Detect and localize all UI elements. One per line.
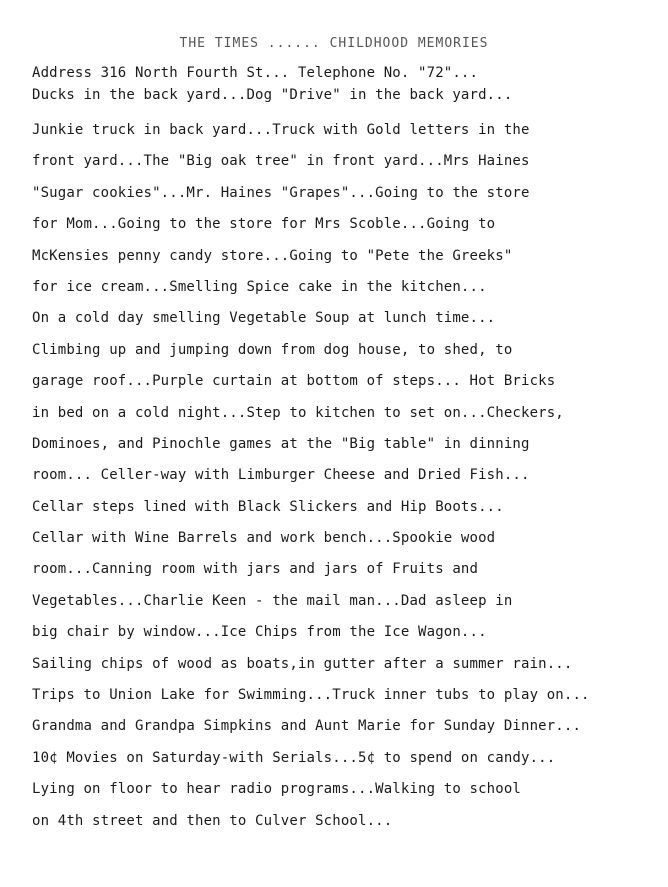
text-line: Grandma and Grandpa Simpkins and Aunt Marie for Sunday Dinner... bbox=[32, 718, 582, 735]
text-line: 10¢ Movies on Saturday-with Serials...5¢ to spend on candy... bbox=[32, 749, 556, 766]
text-line: Junkie truck in back yard...Truck with Gold letters in the bbox=[32, 122, 530, 138]
page-title: THE TIMES ...... CHILDHOOD MEMORIES bbox=[179, 36, 489, 51]
text-line: Address 316 North Fourth St... Telephone No. "72"... bbox=[32, 65, 479, 81]
text-line: Cellar steps lined with Black Slickers and Hip Boots... bbox=[32, 498, 504, 515]
text-line: garage roof...Purple curtain at bottom of steps... Hot Bricks bbox=[32, 373, 556, 390]
text-line: Lying on floor to hear radio programs...Walking to school bbox=[32, 781, 521, 798]
text-line: Trips to Union Lake for Swimming...Truck inner tubs to play on... bbox=[32, 687, 590, 704]
text-line: Vegetables...Charlie Keen - the mail man...Dad asleep in bbox=[32, 592, 513, 609]
text-line: Climbing up and jumping down from dog house, to shed, to bbox=[32, 341, 513, 358]
text-line: On a cold day smelling Vegetable Soup at lunch time... bbox=[32, 310, 496, 327]
text-line: McKensies penny candy store...Going to "Pete the Greeks" bbox=[32, 247, 513, 264]
text-line: on 4th street and then to Culver School... bbox=[32, 812, 393, 829]
text-line: Sailing chips of wood as boats,in gutter after a summer rain... bbox=[32, 655, 573, 672]
text-line: Cellar with Wine Barrels and work bench...Spookie wood bbox=[32, 530, 496, 547]
text-line: Ducks in the back yard...Dog "Drive" in the back yard... bbox=[32, 87, 513, 103]
text-line: for Mom...Going to the store for Mrs Scoble...Going to bbox=[32, 216, 496, 233]
text-line: room... Celler-way with Limburger Cheese and Dried Fish... bbox=[32, 467, 530, 484]
text-line: room...Canning room with jars and jars of Fruits and bbox=[32, 561, 479, 578]
text-line: in bed on a cold night...Step to kitchen to set on...Checkers, bbox=[32, 404, 564, 421]
text-line: for ice cream...Smelling Spice cake in the kitchen... bbox=[32, 278, 487, 295]
text-line: "Sugar cookies"...Mr. Haines "Grapes"...Going to the store bbox=[32, 184, 530, 201]
text-line: front yard...The "Big oak tree" in front yard...Mrs Haines bbox=[32, 153, 530, 170]
text-line: Dominoes, and Pinochle games at the "Big table" in dinning bbox=[32, 435, 530, 452]
memories-text bbox=[32, 62, 590, 837]
text-line: big chair by window...Ice Chips from the Ice Wagon... bbox=[32, 624, 487, 641]
